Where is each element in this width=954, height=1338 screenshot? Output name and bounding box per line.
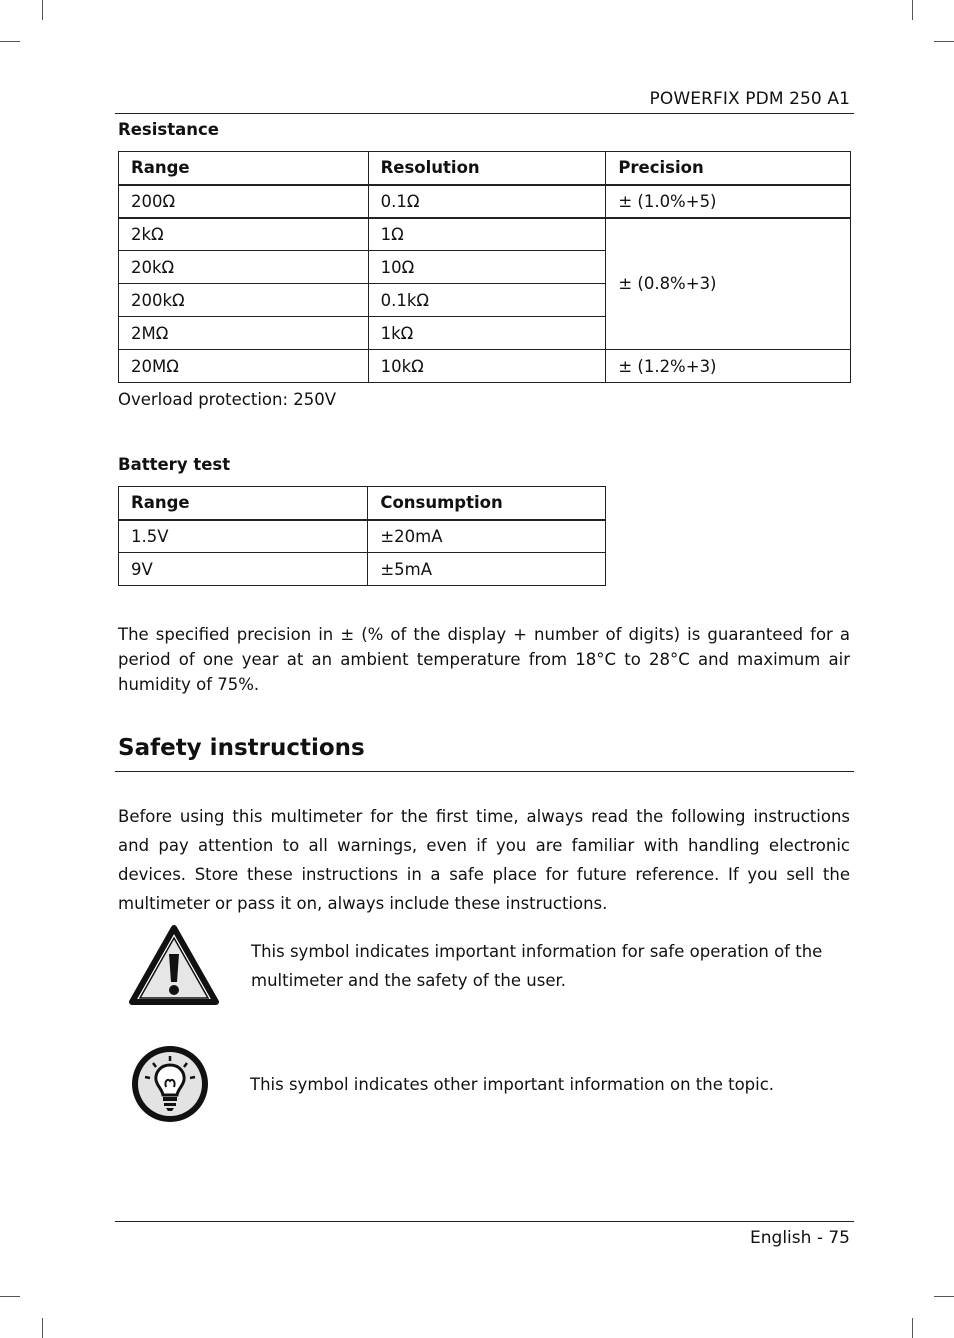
table-row xyxy=(119,218,851,251)
battery-table xyxy=(118,486,606,586)
crop-mark xyxy=(934,41,954,42)
table-row xyxy=(119,185,851,218)
precision-note: The specified precision in ± (% of the display + number of digits) is guaranteed for a period of one year at an ambient temperature from 18°C to 28°C and maximum air humidity of 75%. xyxy=(118,625,850,694)
range-cell: 9V xyxy=(119,553,368,586)
resistance-table xyxy=(118,151,851,383)
range-cell: 1.5V xyxy=(119,520,368,553)
resistance-title: Resistance xyxy=(118,120,219,139)
resolution-cell: 0.1kΩ xyxy=(368,284,606,317)
warning-triangle-icon xyxy=(128,924,220,1010)
warning-text-line: This symbol indicates important information for safe operation of the xyxy=(251,942,823,961)
crop-mark xyxy=(934,1296,954,1297)
crop-mark xyxy=(0,1296,20,1297)
crop-mark xyxy=(42,1318,43,1338)
column-header: Resolution xyxy=(368,152,606,185)
column-header: Range xyxy=(119,487,368,520)
range-cell: 200Ω xyxy=(119,185,369,218)
safety-intro: Before using this multimeter for the first time, always read the following instructions and pay attention to all warnings, even if you are familiar with handling electronic devices. Store these instructions in a safe place for future reference. If you sell the multimeter or pass it on, always include these instructions. xyxy=(118,807,850,913)
table-header-row xyxy=(119,152,851,185)
crop-mark xyxy=(912,0,913,20)
resolution-cell: 10Ω xyxy=(368,251,606,284)
consumption-cell: ±20mA xyxy=(368,520,606,553)
range-cell: 2kΩ xyxy=(119,218,369,251)
resolution-cell: 1Ω xyxy=(368,218,606,251)
page-number: English - 75 xyxy=(750,1228,850,1248)
range-cell: 20kΩ xyxy=(119,251,369,284)
precision-cell: ± (1.0%+5) xyxy=(606,185,851,218)
column-header: Range xyxy=(119,152,369,185)
range-cell: 200kΩ xyxy=(119,284,369,317)
table-row xyxy=(119,350,851,383)
footer-rule xyxy=(115,1221,854,1222)
resolution-cell: 1kΩ xyxy=(368,317,606,350)
crop-mark xyxy=(0,41,20,42)
crop-mark xyxy=(912,1318,913,1338)
battery-title: Battery test xyxy=(118,455,231,474)
table-row xyxy=(119,520,606,553)
range-cell: 20MΩ xyxy=(119,350,369,383)
section-heading: Safety instructions xyxy=(118,735,365,761)
overload-note: Overload protection: 250V xyxy=(118,390,337,409)
consumption-cell: ±5mA xyxy=(368,553,606,586)
warning-text-line: multimeter and the safety of the user. xyxy=(251,971,566,990)
heading-rule xyxy=(115,771,854,772)
warning-symbol-text xyxy=(251,937,822,995)
table-header-row xyxy=(119,487,606,520)
page-header: POWERFIX PDM 250 A1 xyxy=(649,89,850,109)
lightbulb-icon xyxy=(129,1043,211,1129)
column-header: Precision xyxy=(606,152,851,185)
precision-cell: ± (0.8%+3) xyxy=(606,218,851,350)
resolution-cell: 0.1Ω xyxy=(368,185,606,218)
info-symbol-text: This symbol indicates other important information on the topic. xyxy=(250,1075,775,1094)
column-header: Consumption xyxy=(368,487,606,520)
resolution-cell: 10kΩ xyxy=(368,350,606,383)
crop-mark xyxy=(42,0,43,20)
header-rule xyxy=(115,113,854,114)
range-cell: 2MΩ xyxy=(119,317,369,350)
table-row xyxy=(119,553,606,586)
precision-cell: ± (1.2%+3) xyxy=(606,350,851,383)
